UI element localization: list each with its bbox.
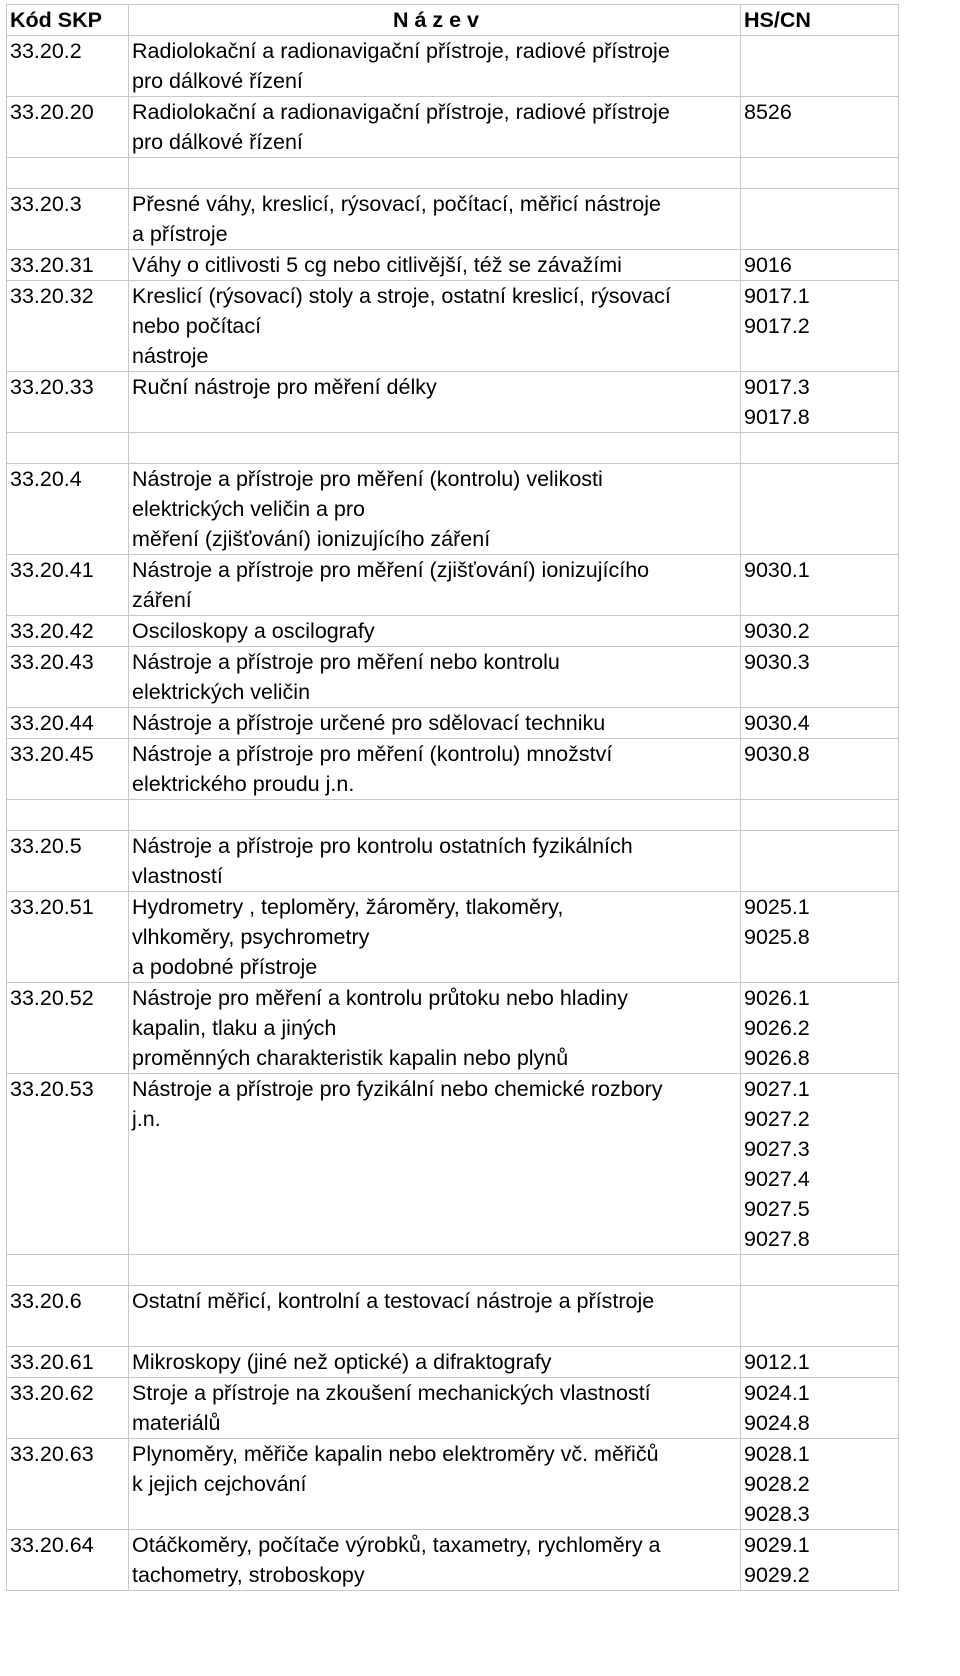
table-row xyxy=(7,281,899,372)
skp-code: 33.20.63 xyxy=(10,1442,94,1466)
name-line xyxy=(132,800,740,830)
table-row xyxy=(7,1255,899,1286)
skp-classification-table xyxy=(6,4,899,1591)
table-row xyxy=(7,647,899,708)
hs-cn-cell xyxy=(741,831,899,892)
skp-code: 33.20.20 xyxy=(10,100,94,124)
hs-cn-cell xyxy=(741,1074,899,1255)
table-row xyxy=(7,616,899,647)
name-line: Nástroje pro měření a kontrolu průtoku nebo hladiny xyxy=(132,986,628,1010)
skp-code: 33.20.33 xyxy=(10,375,94,399)
name-line: Stroje a přístroje na zkoušení mechanických vlastností xyxy=(132,1381,651,1405)
name-line: k jejich cejchování xyxy=(132,1472,307,1496)
skp-code-cell xyxy=(7,1347,129,1378)
hs-cn-code: 9026.8 xyxy=(744,1046,810,1070)
name-cell xyxy=(129,1074,741,1255)
hs-cn-code: 8526 xyxy=(744,100,792,124)
skp-code: 33.20.51 xyxy=(10,895,94,919)
skp-code: 33.20.4 xyxy=(10,467,82,491)
name-cell xyxy=(129,555,741,616)
hs-cn-cell xyxy=(741,158,899,189)
name-cell xyxy=(129,281,741,372)
skp-code-cell xyxy=(7,1255,129,1286)
skp-code: 33.20.43 xyxy=(10,650,94,674)
skp-code-cell xyxy=(7,1074,129,1255)
hs-cn-cell xyxy=(741,983,899,1074)
skp-code-cell xyxy=(7,616,129,647)
hs-cn-cell xyxy=(741,1255,899,1286)
hs-cn-cell xyxy=(741,1347,899,1378)
table-row xyxy=(7,892,899,983)
name-line: Nástroje a přístroje pro fyzikální nebo chemické rozbory xyxy=(132,1077,663,1101)
skp-code-cell xyxy=(7,1530,129,1591)
hs-cn-cell xyxy=(741,708,899,739)
name-line: a podobné přístroje xyxy=(132,955,318,979)
skp-code-cell xyxy=(7,739,129,800)
skp-code xyxy=(10,433,128,463)
header-code: Kód SKP xyxy=(7,5,129,36)
table-row xyxy=(7,250,899,281)
table-row xyxy=(7,1439,899,1530)
hs-cn-code: 9012.1 xyxy=(744,1350,810,1374)
name-line: elektrického proudu j.n. xyxy=(132,772,355,796)
hs-cn-cell xyxy=(741,433,899,464)
hs-cn-cell xyxy=(741,281,899,372)
hs-cn-code: 9017.2 xyxy=(744,314,810,338)
table-row xyxy=(7,739,899,800)
skp-code: 33.20.53 xyxy=(10,1077,94,1101)
hs-cn-code: 9025.1 xyxy=(744,895,810,919)
table-row xyxy=(7,464,899,555)
name-line: Váhy o citlivosti 5 cg nebo citlivější, též se závažími xyxy=(132,253,622,277)
hs-cn-cell xyxy=(741,1286,899,1347)
name-line: měření (zjišťování) ionizujícího záření xyxy=(132,527,491,551)
skp-code: 33.20.45 xyxy=(10,742,94,766)
skp-code: 33.20.41 xyxy=(10,558,94,582)
name-line xyxy=(132,158,740,188)
skp-code: 33.20.31 xyxy=(10,253,94,277)
hs-cn-code: 9024.8 xyxy=(744,1411,810,1435)
hs-cn-code: 9027.1 xyxy=(744,1077,810,1101)
skp-code: 33.20.44 xyxy=(10,711,94,735)
table-row xyxy=(7,97,899,158)
name-cell xyxy=(129,739,741,800)
name-line: pro dálkové řízení xyxy=(132,130,303,154)
skp-code: 33.20.3 xyxy=(10,192,82,216)
hs-cn-code: 9026.1 xyxy=(744,986,810,1010)
hs-cn-code: 9024.1 xyxy=(744,1381,810,1405)
name-line: záření xyxy=(132,588,192,612)
hs-cn-cell xyxy=(741,372,899,433)
hs-cn-code: 9029.1 xyxy=(744,1533,810,1557)
table-row xyxy=(7,158,899,189)
hs-cn-cell xyxy=(741,739,899,800)
name-cell xyxy=(129,158,741,189)
skp-code-cell xyxy=(7,1439,129,1530)
name-cell xyxy=(129,616,741,647)
skp-code-cell xyxy=(7,1286,129,1347)
skp-code-cell xyxy=(7,1378,129,1439)
skp-code-cell xyxy=(7,189,129,250)
hs-cn-cell xyxy=(741,647,899,708)
name-line: kapalin, tlaku a jiných xyxy=(132,1016,337,1040)
name-line: j.n. xyxy=(132,1107,161,1131)
hs-cn-code: 9017.3 xyxy=(744,375,810,399)
table-row xyxy=(7,555,899,616)
hs-cn-cell xyxy=(741,555,899,616)
name-line: Mikroskopy (jiné než optické) a difraktografy xyxy=(132,1350,552,1374)
hs-cn-code: 9030.8 xyxy=(744,742,810,766)
hs-cn-code: 9026.2 xyxy=(744,1016,810,1040)
hs-cn-code: 9027.2 xyxy=(744,1107,810,1131)
table-row xyxy=(7,1530,899,1591)
skp-code-cell xyxy=(7,281,129,372)
name-cell xyxy=(129,372,741,433)
name-line: Plynoměry, měřiče kapalin nebo elektroměry vč. měřičů xyxy=(132,1442,659,1466)
hs-cn-cell xyxy=(741,1378,899,1439)
table-row xyxy=(7,1347,899,1378)
name-cell xyxy=(129,831,741,892)
hs-cn-code: 9028.1 xyxy=(744,1442,810,1466)
skp-code-cell xyxy=(7,892,129,983)
name-cell xyxy=(129,892,741,983)
hs-cn-cell xyxy=(741,1530,899,1591)
hs-cn-code: 9017.8 xyxy=(744,405,810,429)
table-row xyxy=(7,800,899,831)
name-line: vlhkoměry, psychrometry xyxy=(132,925,370,949)
hs-cn-code: 9017.1 xyxy=(744,284,810,308)
skp-code: 33.20.62 xyxy=(10,1381,94,1405)
name-line: Otáčkoměry, počítače výrobků, taxametry, rychloměry a xyxy=(132,1533,661,1557)
name-line xyxy=(132,433,740,463)
table-row xyxy=(7,708,899,739)
name-line: Radiolokační a radionavigační přístroje, radiové přístroje xyxy=(132,100,670,124)
hs-cn-code: 9028.2 xyxy=(744,1472,810,1496)
name-cell xyxy=(129,647,741,708)
skp-code xyxy=(10,800,128,830)
name-line: vlastností xyxy=(132,864,223,888)
hs-cn-code: 9027.8 xyxy=(744,1227,810,1251)
skp-code: 33.20.61 xyxy=(10,1350,94,1374)
name-line: Nástroje a přístroje pro kontrolu ostatních fyzikálních xyxy=(132,834,633,858)
name-cell xyxy=(129,1439,741,1530)
name-line: Kreslicí (rýsovací) stoly a stroje, ostatní kreslicí, rýsovací xyxy=(132,284,671,308)
skp-code: 33.20.5 xyxy=(10,834,82,858)
table-row xyxy=(7,1378,899,1439)
name-cell xyxy=(129,36,741,97)
name-cell xyxy=(129,1347,741,1378)
skp-code-cell xyxy=(7,97,129,158)
skp-code: 33.20.32 xyxy=(10,284,94,308)
hs-cn-code: 9016 xyxy=(744,253,792,277)
table-body xyxy=(7,36,899,1591)
name-line: a přístroje xyxy=(132,222,228,246)
name-line: proměnných charakteristik kapalin nebo plynů xyxy=(132,1046,569,1070)
hs-cn-cell xyxy=(741,250,899,281)
hs-cn-cell xyxy=(741,800,899,831)
name-line: nástroje xyxy=(132,344,209,368)
table-row xyxy=(7,433,899,464)
name-line xyxy=(132,1255,740,1285)
hs-cn-code: 9030.2 xyxy=(744,619,810,643)
header-row xyxy=(7,5,899,36)
name-cell xyxy=(129,97,741,158)
hs-cn-code: 9027.3 xyxy=(744,1137,810,1161)
name-line: elektrických veličin xyxy=(132,680,311,704)
hs-cn-cell xyxy=(741,36,899,97)
name-cell xyxy=(129,464,741,555)
hs-cn-cell xyxy=(741,464,899,555)
name-cell xyxy=(129,1255,741,1286)
table-row xyxy=(7,983,899,1074)
hs-cn-code: 9027.5 xyxy=(744,1197,810,1221)
hs-cn-cell xyxy=(741,189,899,250)
name-line: materiálů xyxy=(132,1411,221,1435)
header-name: N á z e v xyxy=(129,5,741,36)
name-cell xyxy=(129,433,741,464)
skp-code xyxy=(10,158,128,188)
name-line: tachometry, stroboskopy xyxy=(132,1563,365,1587)
name-line: Hydrometry , teploměry, žároměry, tlakoměry, xyxy=(132,895,564,919)
name-line: Nástroje a přístroje pro měření (kontrolu) množství xyxy=(132,742,613,766)
name-line: Osciloskopy a oscilografy xyxy=(132,619,375,643)
hs-cn-cell xyxy=(741,616,899,647)
name-line: Nástroje a přístroje pro měření (zjišťování) ionizujícího xyxy=(132,558,650,582)
hs-cn-code: 9027.4 xyxy=(744,1167,810,1191)
hs-cn-code: 9025.8 xyxy=(744,925,810,949)
name-line: Radiolokační a radionavigační přístroje, radiové přístroje xyxy=(132,39,670,63)
skp-code xyxy=(10,1255,128,1285)
skp-code: 33.20.64 xyxy=(10,1533,94,1557)
table-row xyxy=(7,372,899,433)
name-cell xyxy=(129,250,741,281)
name-cell xyxy=(129,189,741,250)
table-row xyxy=(7,831,899,892)
skp-code: 33.20.52 xyxy=(10,986,94,1010)
hs-cn-code: 9028.3 xyxy=(744,1502,810,1526)
name-cell xyxy=(129,983,741,1074)
name-line: pro dálkové řízení xyxy=(132,69,303,93)
hs-cn-cell xyxy=(741,97,899,158)
name-line: Nástroje a přístroje určené pro sdělovací techniku xyxy=(132,711,606,735)
name-line: Ostatní měřicí, kontrolní a testovací nástroje a přístroje xyxy=(132,1289,655,1313)
table-row xyxy=(7,1074,899,1255)
name-cell xyxy=(129,708,741,739)
skp-code-cell xyxy=(7,36,129,97)
name-line: Přesné váhy, kreslicí, rýsovací, počítací, měřicí nástroje xyxy=(132,192,661,216)
skp-code-cell xyxy=(7,708,129,739)
name-cell xyxy=(129,1378,741,1439)
name-cell xyxy=(129,1286,741,1347)
name-line: Nástroje a přístroje pro měření nebo kontrolu xyxy=(132,650,560,674)
table-row xyxy=(7,189,899,250)
name-cell xyxy=(129,1530,741,1591)
skp-code-cell xyxy=(7,831,129,892)
hs-cn-code: 9030.1 xyxy=(744,558,810,582)
hs-cn-cell xyxy=(741,892,899,983)
table-row xyxy=(7,36,899,97)
skp-code-cell xyxy=(7,647,129,708)
table-row xyxy=(7,1286,899,1347)
name-line: Ruční nástroje pro měření délky xyxy=(132,375,437,399)
skp-code-cell xyxy=(7,800,129,831)
skp-code-cell xyxy=(7,250,129,281)
hs-cn-code: 9030.3 xyxy=(744,650,810,674)
name-line: nebo počítací xyxy=(132,314,262,338)
skp-code-cell xyxy=(7,158,129,189)
skp-code: 33.20.2 xyxy=(10,39,82,63)
name-line xyxy=(132,1316,740,1346)
name-line: elektrických veličin a pro xyxy=(132,497,366,521)
skp-code-cell xyxy=(7,372,129,433)
header-hs-cn: HS/CN xyxy=(741,5,899,36)
skp-code: 33.20.42 xyxy=(10,619,94,643)
skp-code-cell xyxy=(7,433,129,464)
skp-code: 33.20.6 xyxy=(10,1289,82,1313)
skp-code-cell xyxy=(7,983,129,1074)
skp-code-cell xyxy=(7,555,129,616)
hs-cn-code: 9030.4 xyxy=(744,711,810,735)
skp-code-cell xyxy=(7,464,129,555)
name-line: Nástroje a přístroje pro měření (kontrolu) velikosti xyxy=(132,467,603,491)
name-cell xyxy=(129,800,741,831)
hs-cn-cell xyxy=(741,1439,899,1530)
hs-cn-code: 9029.2 xyxy=(744,1563,810,1587)
